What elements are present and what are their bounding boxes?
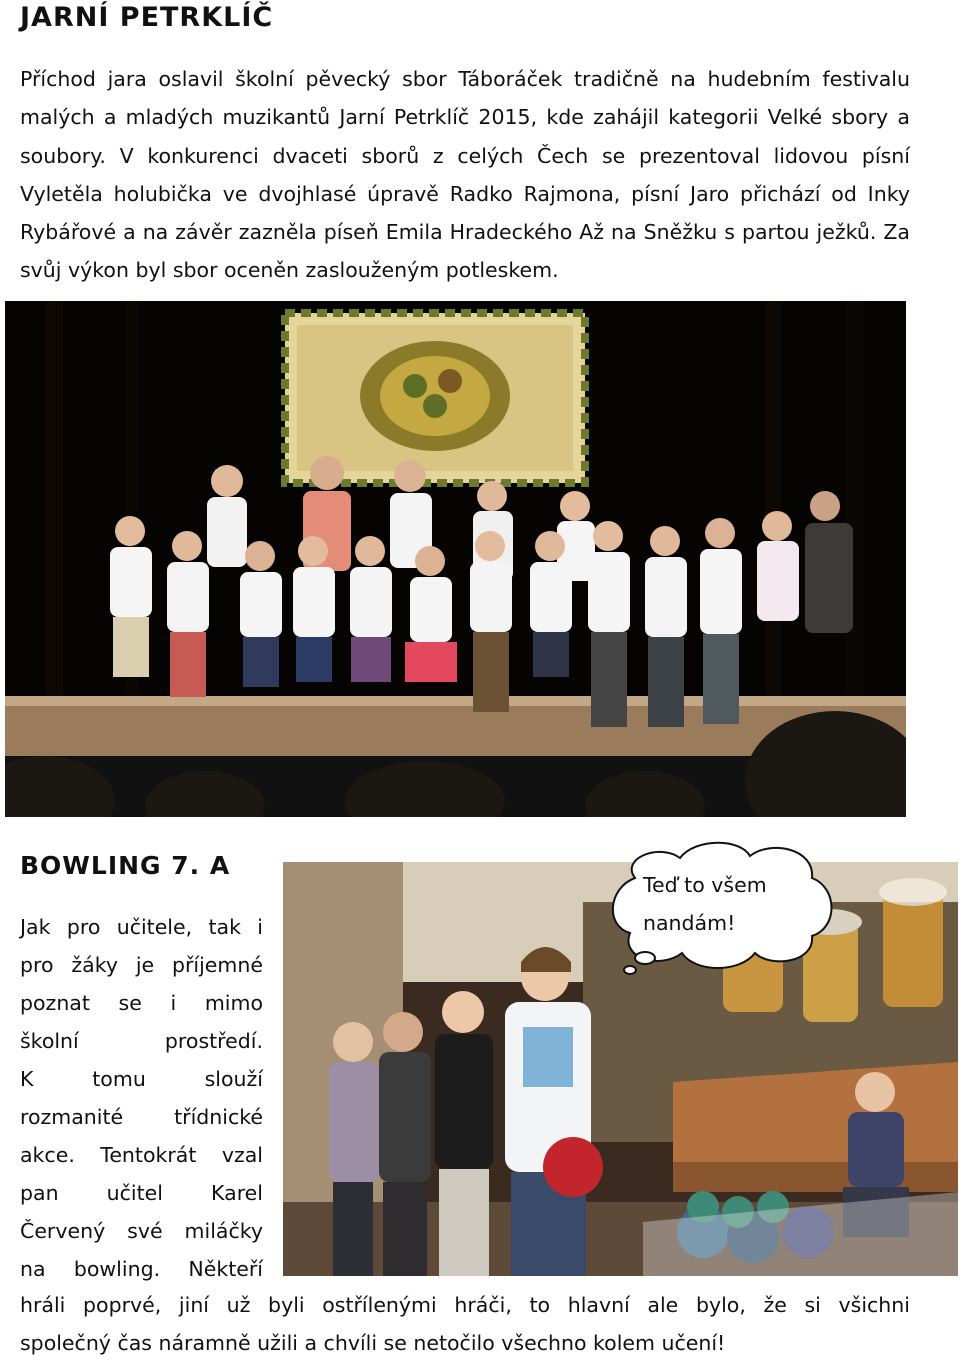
text-line: hráli poprvé, jiní už byli ostřílenými hráči, to hlavní ale bylo, že si všichni bbox=[20, 1293, 910, 1317]
text-line: pan učitel Karel bbox=[20, 1181, 263, 1205]
text-line: poznat se i mimo bbox=[20, 991, 263, 1015]
article-paragraph-bowling-bottom bbox=[20, 1286, 910, 1362]
article-paragraph-bowling-side bbox=[20, 908, 263, 1288]
choir-stage-photo bbox=[5, 301, 906, 817]
bubble-line: Teď to všem bbox=[643, 873, 767, 897]
text-line: na bowling. Někteří bbox=[20, 1257, 263, 1281]
article-title-jarni-petrklic: JARNÍ PETRKLÍČ bbox=[20, 2, 274, 33]
text-line: Jak pro učitele, tak i bbox=[20, 915, 263, 939]
article-paragraph-choir: Příchod jara oslavil školní pěvecký sbor Táboráček tradičně na hudebním festivalu malých a mladých muzikantů Jarní Petrklíč 2015, kde zahájil kategorii Velké sbory a soubory. V konkurenci dvaceti sborů z celých Čech se prezentoval lidovou písní Vyletěla holubička ve dvojhlasé úpravě Radko Rajmona, písní Jaro přichází od Inky Rybářové a na závěr zazněla píseň Emila Hradeckého Až na Sněžku s partou ježků. Za svůj výkon byl sbor oceněn zaslouženým potleskem. bbox=[20, 67, 910, 283]
text-line: K tomu slouží bbox=[20, 1067, 263, 1091]
thought-bubble-text bbox=[643, 866, 813, 942]
bubble-line: nandám! bbox=[643, 911, 736, 935]
text-line: pro žáky je příjemné bbox=[20, 953, 263, 977]
text-line: rozmanité třídnické bbox=[20, 1105, 263, 1129]
text-line: školní prostředí. bbox=[20, 1029, 263, 1053]
text-line: akce. Tentokrát vzal bbox=[20, 1143, 263, 1167]
text-line: Červený své miláčky bbox=[20, 1219, 263, 1243]
text-line: společný čas náramně užili a chvíli se netočilo všechno kolem učení! bbox=[20, 1331, 726, 1355]
article-title-bowling: BOWLING 7. A bbox=[20, 851, 231, 880]
